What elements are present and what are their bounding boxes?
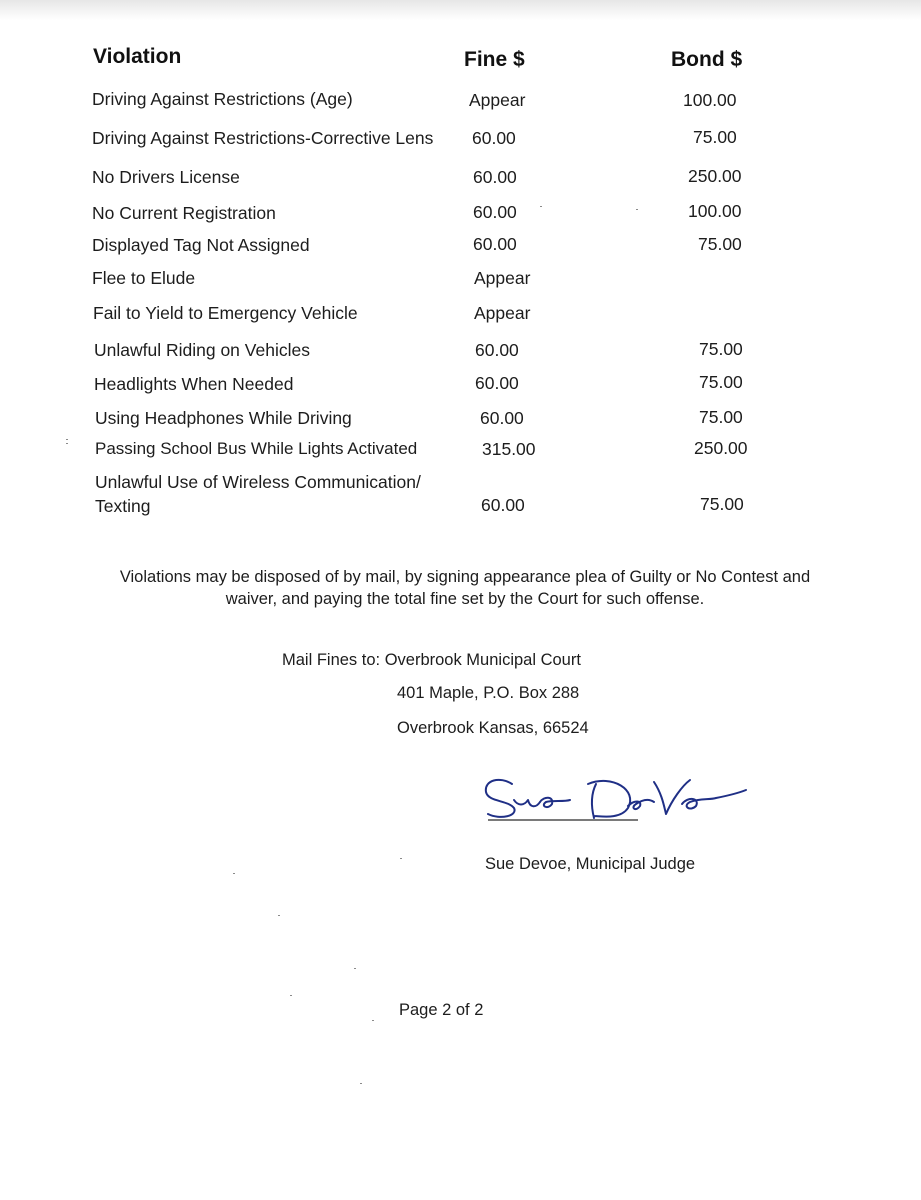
table-row-violation: Passing School Bus While Lights Activated	[95, 439, 418, 458]
table-row-violation: Unlawful Use of Wireless Communication/	[95, 472, 421, 492]
address-line-1: 401 Maple, P.O. Box 288	[397, 684, 580, 702]
address-line-2: Overbrook Kansas, 66524	[397, 719, 589, 737]
table-row-bond: 100.00	[683, 90, 737, 110]
table-row-bond: 75.00	[699, 339, 743, 359]
table-row-violation: No Current Registration	[92, 203, 276, 223]
scan-speck	[290, 995, 292, 996]
table-row-violation: Texting	[95, 496, 151, 516]
scan-speck	[66, 443, 68, 444]
scan-speck	[540, 206, 542, 207]
table-row-fine: Appear	[474, 303, 531, 323]
scan-speck	[233, 873, 235, 874]
scan-speck	[354, 968, 356, 969]
header-fine: Fine $	[464, 48, 525, 71]
table-row-fine: 60.00	[481, 495, 525, 515]
table-row-fine: 315.00	[482, 439, 536, 459]
table-row-fine: Appear	[474, 268, 531, 288]
table-row-violation: No Drivers License	[92, 167, 240, 187]
table-row-violation: Using Headphones While Driving	[95, 408, 352, 428]
table-row-fine: 60.00	[473, 202, 517, 222]
signatory-name: Sue Devoe, Municipal Judge	[485, 855, 696, 873]
scan-speck	[360, 1083, 362, 1084]
table-row-fine: 60.00	[475, 373, 519, 393]
table-row-violation: Fail to Yield to Emergency Vehicle	[93, 303, 358, 323]
table-row-violation: Flee to Elude	[92, 268, 196, 288]
table-row-bond: 75.00	[699, 372, 743, 392]
table-row-violation: Driving Against Restrictions (Age)	[92, 89, 353, 109]
scan-speck	[66, 439, 68, 440]
table-row-violation: Displayed Tag Not Assigned	[92, 235, 310, 255]
mail-disposal-notice: Violations may be disposed of by mail, by signing appearance plea of Guilty or No Contest and waiver, and paying the total fine set by the Court for such offense.	[119, 568, 811, 608]
table-row-bond: 75.00	[698, 234, 742, 254]
scan-speck	[636, 209, 638, 210]
table-row-bond: 100.00	[688, 201, 742, 221]
table-row-fine: 60.00	[473, 234, 517, 254]
table-row-violation: Driving Against Restrictions-Corrective Lens	[92, 128, 434, 148]
table-row-fine: 60.00	[480, 408, 524, 428]
scan-top-shadow	[0, 0, 921, 20]
table-row-bond: 75.00	[699, 407, 743, 427]
header-bond: Bond $	[671, 48, 743, 71]
table-row-bond: 75.00	[700, 494, 744, 514]
table-row-fine: 60.00	[473, 167, 517, 187]
mail-fines-label: Mail Fines to: Overbrook Municipal Court	[282, 651, 581, 669]
scan-speck	[278, 915, 280, 916]
table-row-bond: 250.00	[694, 438, 748, 458]
table-row-violation: Headlights When Needed	[94, 374, 294, 394]
table-row-fine: 60.00	[472, 128, 516, 148]
table-row-bond: 250.00	[688, 166, 742, 186]
table-row-bond: 75.00	[693, 127, 737, 147]
scan-speck	[372, 1020, 374, 1021]
judge-signature	[478, 770, 758, 830]
table-row-fine: Appear	[469, 90, 526, 110]
table-row-fine: 60.00	[475, 340, 519, 360]
table-row-violation: Unlawful Riding on Vehicles	[94, 340, 310, 360]
header-violation: Violation	[93, 45, 182, 68]
page-number: Page 2 of 2	[399, 1001, 484, 1019]
scan-speck	[400, 858, 402, 859]
